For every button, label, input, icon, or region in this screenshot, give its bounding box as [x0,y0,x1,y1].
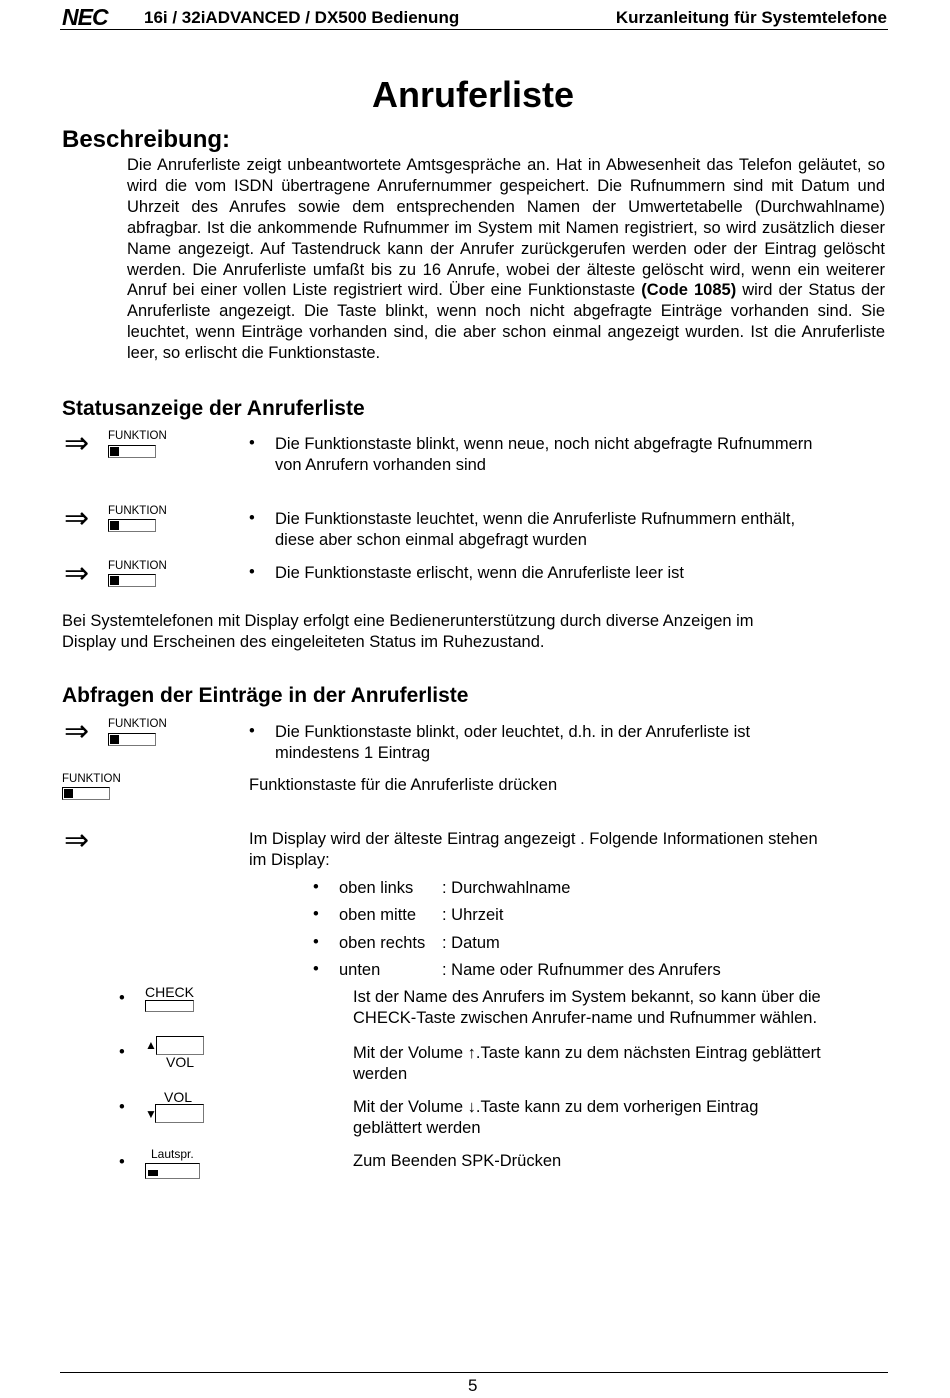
bullet: • [313,905,319,923]
funktion-key-icon [108,574,156,587]
bullet: • [119,1043,125,1061]
vol-down-key-icon [155,1104,204,1123]
display-item-val: : Datum [442,934,500,952]
funktion-key-label: FUNKTION [108,560,167,572]
display-item-pos: unten [339,961,381,979]
bullet: • [249,509,255,527]
footer-rule [60,1372,888,1373]
display-item-pos: oben rechts [339,934,426,952]
implies-arrow-icon: ⇒ [64,427,90,460]
up-triangle-icon: ▲ [145,1038,157,1052]
status-heading: Statusanzeige der Anruferliste [62,397,365,420]
display-item-val: : Durchwahlname [442,879,571,897]
display-item-pos: oben mitte [339,906,417,924]
vol-up-key-icon [156,1036,204,1055]
abfragen-item-text: Die Funktionstaste blinkt, oder leuchtet, d.h. in der Anruferliste ist mindestens 1 Eintrag [275,723,751,762]
press-key-text: Funktionstaste für die Anruferliste drücken [249,776,558,794]
speaker-key-label: Lautspr. [151,1147,194,1161]
implies-arrow-icon: ⇒ [64,502,90,535]
header-rule [60,29,888,30]
down-triangle-icon: ▼ [145,1107,157,1121]
funktion-key-icon [108,519,156,532]
vol-up-text: Mit der Volume ↑.Taste kann zu dem nächsten Eintrag geblättert werden [353,1044,821,1083]
implies-arrow-icon: ⇒ [64,557,90,590]
funktion-key-label: FUNKTION [108,430,167,442]
status-item-text: Die Funktionstaste blinkt, wenn neue, noch nicht abgefragte Rufnummern von Anrufern vorhanden sind [275,435,813,474]
beschreibung-heading: Beschreibung: [62,126,231,153]
beschreibung-text: Die Anruferliste zeigt unbeantwortete Amtsgespräche an. Hat in Abwesenheit das Telefon geläutet, so wird die vom ISDN übertragene Anrufernummer gespeichert. Die Rufnummern sind mit Datum und Uhrzeit des Anrufes sowie dem entsprechenden Namen der Umwertetabelle (Durchwahlname) abfragbar. Ist die ankommende Rufnummer im System mit Namen registriert, so wird zusätzlich dieser Name angezeigt. Auf Tastendruck kann der Anrufer zurückgerufen werden oder der Eintrag gelöscht werden. Die Anruferliste umfaßt bis zu 16 Anrufe, wobei der älteste gelöscht wird, wenn ein weiterer Anruf bei einer vollen Liste registriert wird. Über eine Funktionstaste (Code 1085) wird der Status der Anruferliste angezeigt. Die Taste blinkt, wenn noch nicht abgefragte Einträge vorhanden sind. Sie leuchtet, wenn Einträge vorhanden sind, die aber schon einmal angezeigt wurden. Ist die Anruferliste leer, so erlischt die Funktionstaste. [127,156,886,363]
spk-text: Zum Beenden SPK-Drücken [353,1152,562,1170]
display-item-val: : Name oder Rufnummer des Anrufers [442,961,721,979]
funktion-key-label: FUNKTION [108,718,167,730]
bullet: • [119,1098,125,1116]
vol-key-label: VOL [164,1089,193,1105]
status-item-text: Die Funktionstaste leuchtet, wenn die Anruferliste Rufnummern enthält, diese aber schon einmal abgefragt wurden [275,510,796,549]
status-item-text: Die Funktionstaste erlischt, wenn die Anruferliste leer ist [275,564,685,582]
bullet: • [249,563,255,581]
vol-down-text: Mit der Volume ↓.Taste kann zu dem vorherigen Eintrag geblättert werden [353,1098,759,1137]
bullet: • [313,960,319,978]
status-note: Bei Systemtelefonen mit Display erfolgt eine Bedienerunterstützung durch diverse Anzeigen im Display und Erscheinen des eingeleiteten Status im Ruhezustand. [62,612,754,651]
abfragen-heading: Abfragen der Einträge in der Anruferliste [62,684,469,707]
header-title: 16i / 32iADVANCED / DX500 Bedienung [144,8,460,27]
bullet: • [313,933,319,951]
display-info-text: Im Display wird der älteste Eintrag angezeigt . Folgende Informationen stehen im Display: [249,830,818,869]
funktion-key-label: FUNKTION [62,773,121,785]
bullet: • [249,434,255,452]
page-number: 5 [468,1376,478,1395]
check-key-icon [145,1000,194,1012]
bullet: • [119,1153,125,1171]
vol-key-label: VOL [166,1054,195,1070]
implies-arrow-icon: ⇒ [64,715,90,748]
display-item-pos: oben links [339,879,414,897]
check-key-label: CHECK [145,984,195,1000]
display-item-val: : Uhrzeit [442,906,504,924]
page-title: Anruferliste [372,74,575,115]
implies-arrow-icon: ⇒ [64,824,90,857]
check-text: Ist der Name des Anrufers im System bekannt, so kann über die CHECK-Taste zwischen Anrufer-name und Rufnummer wählen. [353,988,821,1027]
bullet: • [119,989,125,1007]
bullet: • [313,878,319,896]
funktion-key-icon [108,733,156,746]
funktion-key-icon [108,445,156,458]
bullet: • [249,722,255,740]
funktion-key-label: FUNKTION [108,505,167,517]
header-right: Kurzanleitung für Systemtelefone [615,8,887,27]
speaker-key-icon [145,1163,200,1179]
funktion-key-icon [62,787,110,800]
nec-logo: NEC [62,4,108,30]
